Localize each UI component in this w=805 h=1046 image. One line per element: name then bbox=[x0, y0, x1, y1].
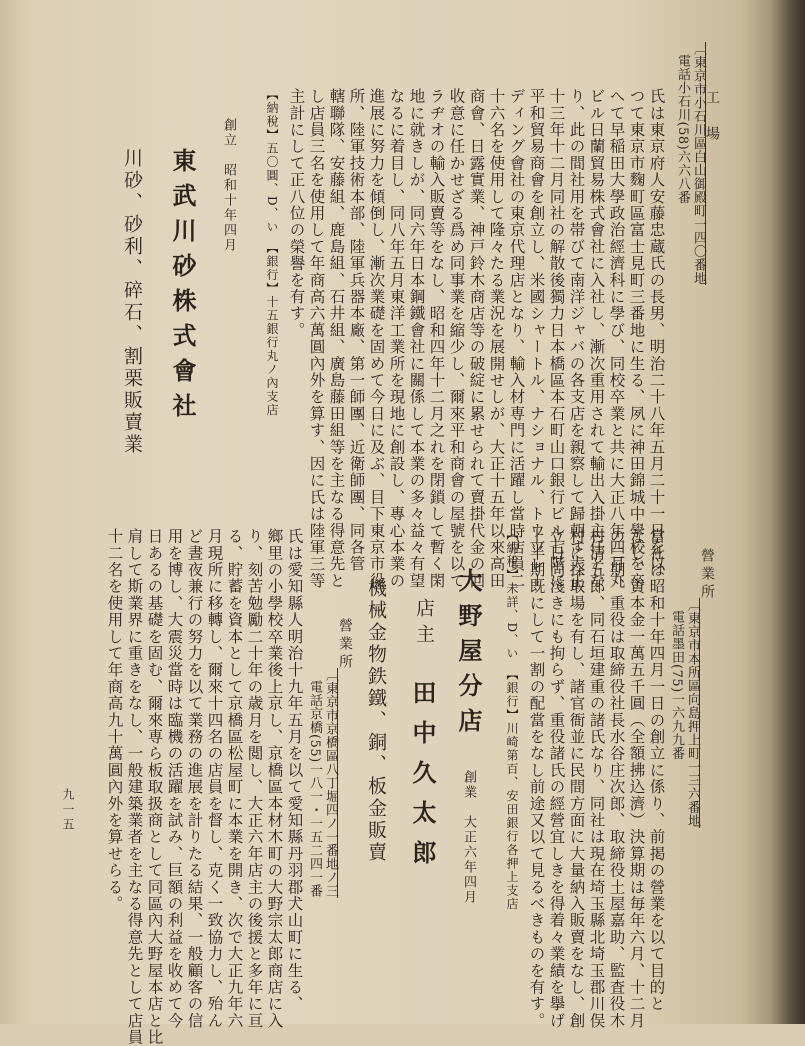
text-line: 氏は東京府人安藤忠蔵氏の長男、明治二十八年五月二十一日を以 bbox=[647, 88, 666, 573]
text-line: 進展に努力を傾倒し、漸次業礎を固めて今日に及ぶ、目下東京市役 bbox=[367, 88, 386, 589]
shop-founded: 創業 大正六年四月 bbox=[461, 770, 476, 905]
owner-label: 店主 bbox=[413, 598, 435, 650]
company-founded: 創立 昭和十年四月 bbox=[221, 118, 236, 253]
text-line: 立日尚淺きにも拘らず、重役諸氏の經營宜しきを得着々業績を擧げ bbox=[547, 528, 566, 1029]
company-name: 東武川砂株式會社 bbox=[168, 148, 197, 428]
owner-name: 田中久太郎 bbox=[408, 680, 437, 880]
office-phone: 電話墨田(75)一六九九番 bbox=[669, 610, 684, 761]
shop-office-label: 營業所 bbox=[337, 618, 353, 672]
text-line: る、貯蓄を資本として京橋區松屋町に本業を開き、次で大正九年六 bbox=[225, 528, 244, 1029]
text-line: 月現所に移轉し、爾來十四名の店員を督し、克く一致協力し、殆ん bbox=[205, 528, 224, 1029]
text-line: り、刻苦勉勵二十年の歳月を閲し、大正六年店主の後援と多年に亘 bbox=[245, 528, 264, 1029]
text-line: り、此の間社用を帯びて南洋ジャバの各支店を親察して歸朝す大正 bbox=[567, 88, 586, 589]
text-line: 商會、日露實業、神戸鈴木商店等の破綻に累せられて賣掛代金の回 bbox=[467, 88, 486, 589]
text-line: 村に採取場を有し、諸官衙並に民間方面に大量納入販賣をなし、創 bbox=[567, 528, 586, 1029]
text-line: ラヂオの輸入販賣等をなし、昭和四年十二月之れを閉鎖して暫く閑 bbox=[427, 88, 446, 589]
text-line: へて早稲田大學政治經濟科に學び、同校卒業と共に大正八年四月丸 bbox=[607, 88, 626, 589]
company-business: 川砂、砂利、碎石、割栗販賣業 bbox=[121, 148, 143, 456]
text-line: の二期、重役は取締役社長水谷庄次郎、取締役土屋嘉助、監査役木 bbox=[607, 528, 626, 1029]
text-line: 地に就きしが、同六年日本鋼鐵會社に關係して本業の多々益々有望 bbox=[407, 88, 426, 589]
text-line: 十六名を使用して隆々たる業況を展開せしが、大正十五年以來高田 bbox=[487, 88, 506, 589]
text-line: 上半期既にして一割の配當をなし前途又以て見るべきものを有す。 bbox=[527, 528, 546, 1029]
factory-label: 工 場 bbox=[704, 90, 720, 144]
office-address: 〔東京市本所區向島押上町一三六番地 bbox=[685, 598, 700, 828]
factory-phone: 電話小石川(58)六六八番 bbox=[675, 54, 690, 205]
shop-business: 機械金物鉄鐵、銅、板金販賣 bbox=[365, 578, 387, 864]
text-line: 氏は愛知縣人明治十九年五月を以て愛知縣丹羽郡犬山町に生る、 bbox=[285, 528, 304, 1013]
text-line: 用を博し、大震災當時は臨機の活躍を試み、巨額の利益を收めて今 bbox=[165, 528, 184, 1029]
text-line: 當社は昭和十年四月一日の創立に係り、前掲の營業を以て目的と bbox=[647, 528, 666, 1013]
text-line: 轄聯隊、安藤組、鹿島組、石井組、廣島藤田組等を主なる得意先と bbox=[327, 88, 346, 589]
factory-address: 〔東京市小石川區白山御殿町一四〇番地 bbox=[691, 42, 706, 285]
factory-tax-bank-line: 【納稅】五〇圓、D、い 【銀行】十五銀行丸ノ內支店 bbox=[265, 88, 279, 418]
text-line: なし、資本金一萬五千圓（全額拂込濟）決算期は毎年六月、十二月 bbox=[627, 528, 646, 1029]
shop-name: 大野屋分店 bbox=[454, 568, 483, 743]
text-line: なるに着目し、同八年五月東洋工業所を現地に創設し、專心本業の bbox=[387, 88, 406, 589]
text-line: 日あるの基礎を固む、爾來専ら板取扱商として同區內大野屋本店と比 bbox=[145, 528, 164, 1046]
text-line: 十三年十二月同社の解散後獨力日本橋區本石町山口銀行ビル七階に bbox=[547, 88, 566, 589]
text-line: つて東京市麴町區富士見町三番地に生る、夙に神田錦城中學校を卒 bbox=[627, 88, 646, 589]
text-line: 鄉里の小學校卒業後上京し、京橋區本材木町の大野宗太郎商店に入 bbox=[265, 528, 284, 1029]
text-line: ど晝夜兼行の努力を以て業務の進展を計りたる結果、一般顧客の信 bbox=[185, 528, 204, 1029]
text-line: し店員三名を使用して年商高六萬圓內外を算す、因に氏は陸軍三等 bbox=[307, 88, 326, 589]
text-line: 肩して斯業界に重きをなし、一般建築業者を主なる得意先として店員 bbox=[125, 528, 144, 1046]
text-line: ディング會社の東京代理店となり、輸入材専門に活躍し當時店員二 bbox=[507, 88, 526, 589]
text-line: ビル日蘭貿易株式會社に入社し、漸次重用されて輸出入掛主任とな bbox=[587, 88, 606, 589]
text-line: 十二名を使用して年商高九十萬圓內外を算せらる。 bbox=[105, 528, 124, 913]
text-line: 村清五郎、同石垣建重の諸氏なり、同社は現在埼玉縣北埼玉郡川俣 bbox=[587, 528, 606, 1029]
shop-office-phone: 電話京橋(55)一八一・一五二四一番 bbox=[307, 680, 322, 898]
text-line: 收意に任かせざる爲め同事業を縮少し、爾來平和商會の屋號を以て bbox=[447, 88, 466, 589]
company-tax-bank-line: 【納稅】未詳、D、い 【銀行】川崎第百、安田銀行各押上支店 bbox=[505, 528, 519, 912]
page-number: 九一五 bbox=[61, 788, 75, 833]
text-line: 主計にして正八位の榮譽を有す。 bbox=[287, 88, 306, 339]
text-line: 所、陸軍技術本部、陸軍兵器本廠、第一師團、近衛師團、同各管 bbox=[347, 88, 366, 573]
shop-office-address: 〔東京市京橋區八丁堀四ノ一番地ノ三 bbox=[323, 668, 338, 898]
text-line: 平和貿易商會を創立し、米國シャートル、ナショナル、トウツレー bbox=[527, 88, 546, 589]
office-label: 營業所 bbox=[699, 548, 715, 602]
